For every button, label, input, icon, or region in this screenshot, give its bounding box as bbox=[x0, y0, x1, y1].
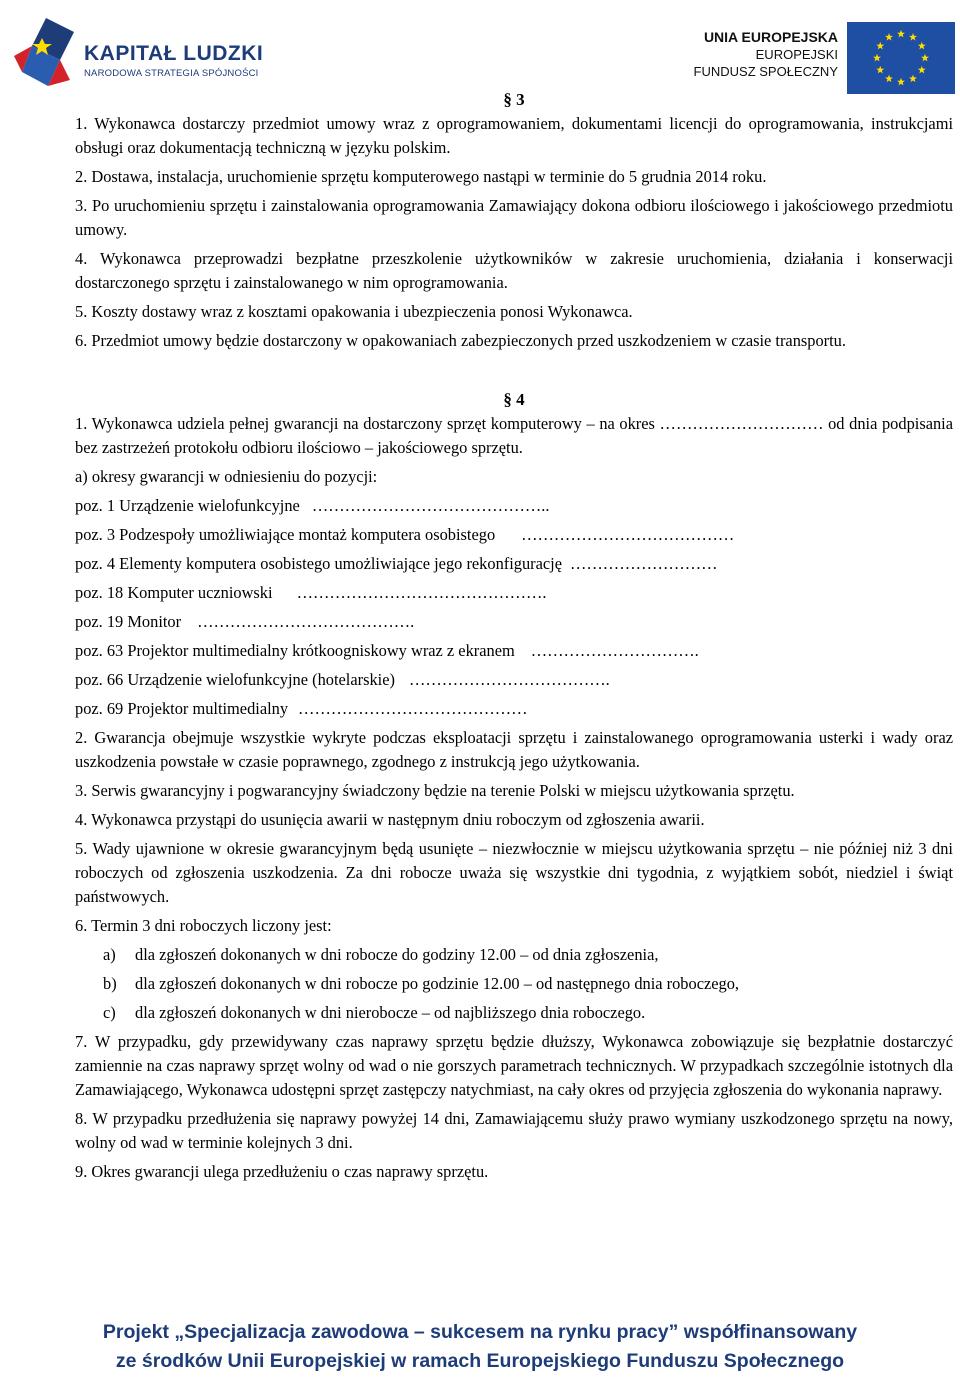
s4-paragraph-6: 6. Termin 3 dni roboczych liczony jest: bbox=[75, 916, 332, 935]
s3-paragraph-6: 6. Przedmiot umowy będzie dostarczony w opakowaniach zabezpieczonych przed uszkodzeniem w czasie transportu. bbox=[75, 331, 846, 350]
position-label: poz. 66 Urządzenie wielofunkcyjne (hotelarskie) bbox=[75, 670, 395, 689]
fill-in-field: ………………………………… bbox=[521, 525, 735, 544]
s3-paragraph-2: 2. Dostawa, instalacja, uruchomienie sprzętu komputerowego nastąpi w terminie do 5 grudnia 2014 roku. bbox=[75, 167, 767, 186]
s3-paragraph-3: 3. Po uruchomieniu sprzętu i zainstalowania oprogramowania Zamawiający dokona odbioru ilościowego i jakościowego przedmiotu umowy. bbox=[75, 196, 953, 239]
position-label: poz. 18 Komputer uczniowski bbox=[75, 583, 273, 602]
s4-paragraph-1: 1. Wykonawca udziela pełnej gwarancji na dostarczony sprzęt komputerowy – na okres ………………………… od dnia podpisania bez zastrzeżeń protokołu odbioru ilościowo – jakościowego sprzętu. bbox=[75, 414, 953, 457]
s4-paragraph-5: 5. Wady ujawnione w okresie gwarancyjnym będą usunięte – niezwłocznie w miejscu użytkowania sprzętu – nie później niż 3 dni roboczych od zgłoszenia uszkodzenia. Za dni robocze uważa się wszystkie dni tygodnia, z wyjątkiem sobót, niedziel i świąt państwowych. bbox=[75, 839, 953, 906]
warranty-position-row bbox=[75, 697, 953, 721]
fill-in-field: ………………………………. bbox=[408, 670, 610, 689]
warranty-position-row bbox=[75, 610, 953, 634]
kapital-ludzki-logo bbox=[12, 16, 302, 96]
eu-fund-label-1: EUROPEJSKI bbox=[755, 47, 838, 62]
s3-paragraph-1: 1. Wykonawca dostarczy przedmiot umowy wraz z oprogramowaniem, dokumentami licencji do oprogramowania, instrukcjami obsługi oraz dokumentacją techniczną w języku polskim. bbox=[75, 114, 953, 157]
subitem-text: dla zgłoszeń dokonanych w dni nierobocze – od najbliższego dnia roboczego. bbox=[135, 1003, 646, 1022]
eu-union-label: UNIA EUROPEJSKA bbox=[703, 29, 838, 45]
subitem-text: dla zgłoszeń dokonanych w dni robocze po godzinie 12.00 – od następnego dnia roboczego, bbox=[135, 974, 740, 993]
s4-paragraph-4: 4. Wykonawca przystąpi do usunięcia awarii w następnym dniu roboczym od zgłoszenia awarii. bbox=[75, 810, 705, 829]
position-label: poz. 1 Urządzenie wielofunkcyjne bbox=[75, 496, 300, 515]
deadline-subitem bbox=[103, 1001, 953, 1025]
fill-in-field: …………………………………… bbox=[298, 699, 528, 718]
position-label: poz. 3 Podzespoły umożliwiające montaż komputera osobistego bbox=[75, 525, 496, 544]
kapital-ludzki-title: KAPITAŁ LUDZKI bbox=[84, 42, 264, 65]
subitem-text: dla zgłoszeń dokonanych w dni robocze do godziny 12.00 – od dnia zgłoszenia, bbox=[135, 945, 659, 964]
page-header bbox=[0, 0, 960, 100]
warranty-position-row bbox=[75, 581, 953, 605]
s3-paragraph-5: 5. Koszty dostawy wraz z kosztami opakowania i ubezpieczenia ponosi Wykonawca. bbox=[75, 302, 633, 321]
s3-paragraph-4: 4. Wykonawca przeprowadzi bezpłatne przeszkolenie użytkowników w zakresie uruchomienia, działania i konserwacji dostarczonego sprzętu i zainstalowanego w nim oprogramowania. bbox=[75, 249, 953, 292]
warranty-position-row bbox=[75, 523, 953, 547]
subitem-label: a) bbox=[103, 945, 116, 964]
footer-line-1: Projekt „Specjalizacja zawodowa – sukcesem na rynku pracy” współfinansowany bbox=[102, 1321, 858, 1343]
deadline-sublist bbox=[75, 943, 953, 1025]
warranty-positions-list bbox=[75, 494, 953, 721]
footer-line-2: ze środków Unii Europejskiej w ramach Europejskiego Funduszu Społecznego bbox=[115, 1350, 845, 1372]
position-label: poz. 69 Projektor multimedialny bbox=[75, 699, 289, 718]
section-heading-4: § 4 bbox=[503, 390, 525, 409]
fill-in-field: ………………………………………. bbox=[296, 583, 547, 602]
position-label: poz. 19 Monitor bbox=[75, 612, 182, 631]
warranty-position-row bbox=[75, 552, 953, 576]
position-label: poz. 63 Projektor multimedialny krótkoogniskowy wraz z ekranem bbox=[75, 641, 515, 660]
section-heading-3: § 3 bbox=[503, 90, 525, 109]
fill-in-field: …………………………………. bbox=[197, 612, 415, 631]
s4-paragraph-9: 9. Okres gwarancji ulega przedłużeniu o czas naprawy sprzętu. bbox=[75, 1162, 489, 1181]
warranty-position-row bbox=[75, 494, 953, 518]
document-body bbox=[75, 88, 953, 1189]
deadline-subitem bbox=[103, 972, 953, 996]
subitem-label: c) bbox=[103, 1003, 116, 1022]
eu-flag-icon bbox=[847, 22, 955, 94]
s4-paragraph-3: 3. Serwis gwarancyjny i pogwarancyjny świadczony będzie na terenie Polski w miejscu użytkowania sprzętu. bbox=[75, 781, 795, 800]
kapital-ludzki-subtitle: NARODOWA STRATEGIA SPÓJNOŚCI bbox=[84, 68, 259, 79]
warranty-position-row bbox=[75, 668, 953, 692]
warranty-position-row bbox=[75, 639, 953, 663]
s4-paragraph-2: 2. Gwarancja obejmuje wszystkie wykryte podczas eksploatacji sprzętu i zainstalowanego oprogramowania usterki i wady oraz uszkodzenia powstałe w czasie poprawnego, zgodnego z instrukcją jego użytkowania. bbox=[75, 728, 953, 771]
position-label: poz. 4 Elementy komputera osobistego umożliwiające jego rekonfigurację bbox=[75, 554, 563, 573]
fill-in-field: ……………………… bbox=[570, 554, 718, 573]
s4-paragraph-7: 7. W przypadku, gdy przewidywany czas naprawy sprzętu będzie dłuższy, Wykonawca zobowiązuje się bezpłatnie dostarczyć zamiennie na czas naprawy sprzęt wolny od wad o nie gorszych parametrach technicznych. W przypadkach szczególnie istotnych dla Zamawiającego, Wykonawca udostępni sprzęt zastępczy natychmiast, na cały okres od przyjęcia zgłoszenia do wykonania naprawy. bbox=[75, 1032, 953, 1099]
project-footer bbox=[0, 1318, 960, 1376]
eu-fund-label-2: FUNDUSZ SPOŁECZNY bbox=[693, 64, 838, 79]
fill-in-field: …………………………. bbox=[530, 641, 699, 660]
subitem-label: b) bbox=[103, 974, 117, 993]
kapital-ludzki-emblem-icon bbox=[12, 16, 82, 96]
deadline-subitem bbox=[103, 943, 953, 967]
s4-paragraph-a: a) okresy gwarancji w odniesieniu do pozycji: bbox=[75, 467, 378, 486]
fill-in-field: …………………………………….. bbox=[311, 496, 550, 515]
s4-paragraph-8: 8. W przypadku przedłużenia się naprawy powyżej 14 dni, Zamawiającemu służy prawo wymiany uszkodzonego sprzętu na nowy, wolny od wad w terminie kolejnych 3 dni. bbox=[75, 1109, 953, 1152]
eu-logo-text bbox=[694, 28, 838, 80]
